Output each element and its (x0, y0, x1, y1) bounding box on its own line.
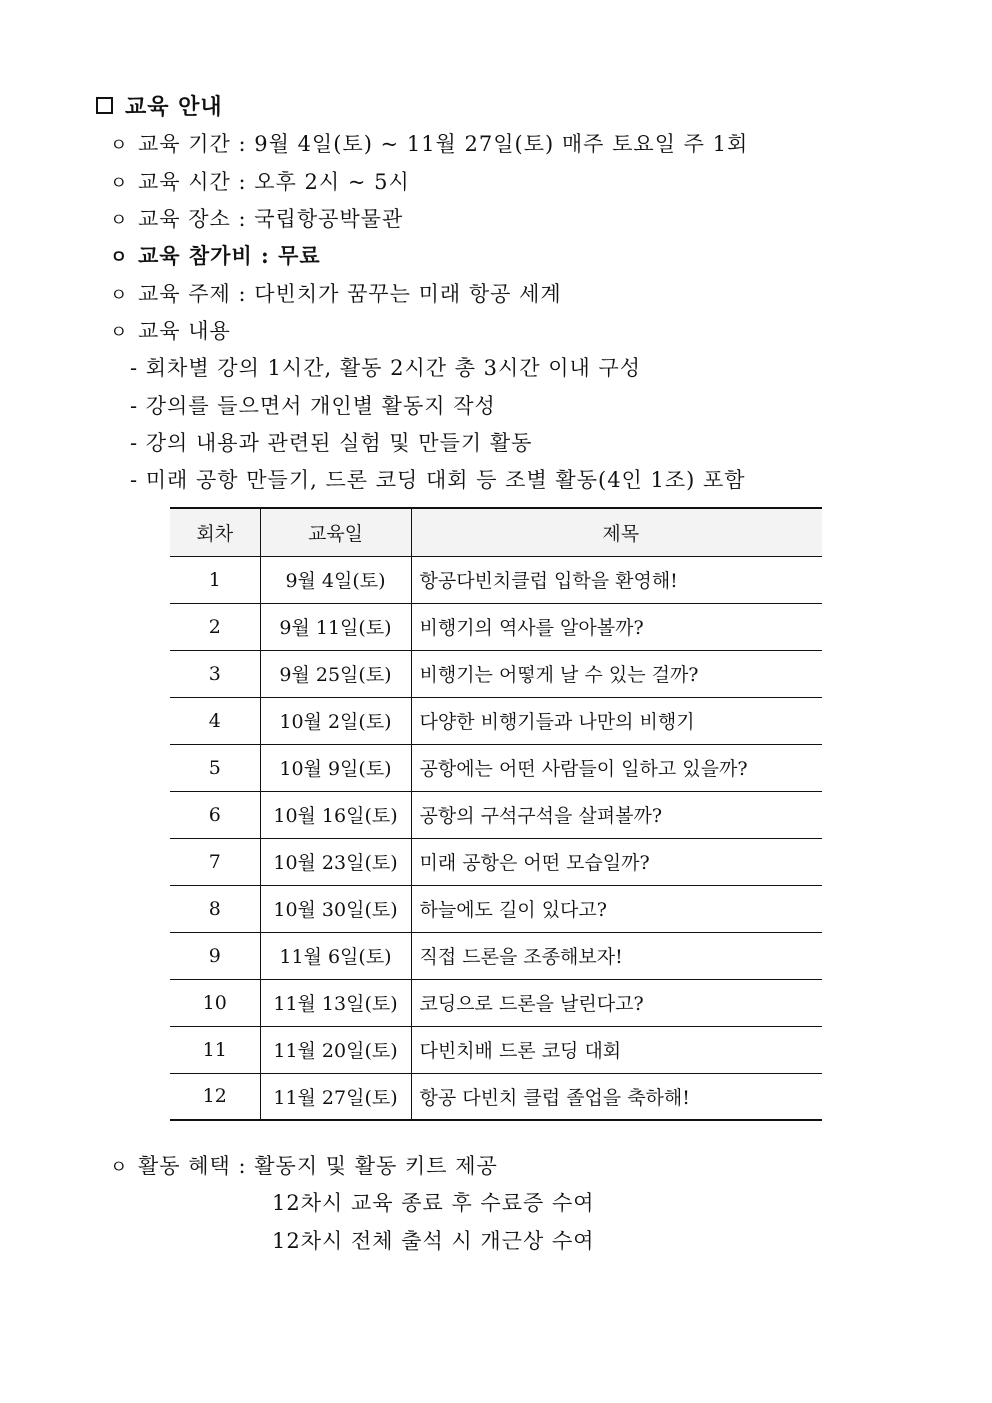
table-row (170, 744, 822, 791)
section-heading (96, 90, 223, 121)
checkbox-icon (96, 97, 113, 114)
content-item: - 회차별 강의 1시간, 활동 2시간 총 3시간 이내 구성 (130, 356, 642, 380)
cell-title: 코딩으로 드론을 날린다고? (411, 979, 822, 1026)
bullet-icon: ㅇ (110, 1157, 129, 1178)
section-title: 교육 안내 (125, 94, 223, 120)
content-item: - 강의를 들으면서 개인별 활동지 작성 (130, 394, 496, 418)
table-row (170, 885, 822, 932)
bullet-icon: ㅇ (110, 135, 129, 156)
bullet-icon: ㅇ (110, 173, 129, 194)
cell-session: 8 (170, 885, 260, 932)
table-row (170, 556, 822, 603)
cell-title: 비행기는 어떻게 날 수 있는 걸까? (411, 650, 822, 697)
cell-session: 9 (170, 932, 260, 979)
header-session: 회차 (170, 508, 260, 556)
table-row (170, 791, 822, 838)
bullet-icon: ㅇ (110, 210, 129, 231)
cell-date: 9월 25일(토) (260, 650, 411, 697)
cell-title: 공항에는 어떤 사람들이 일하고 있을까? (411, 744, 822, 791)
cell-date: 10월 9일(토) (260, 744, 411, 791)
table-row (170, 932, 822, 979)
info-place: ㅇ 교육 장소 : 국립항공박물관 (110, 207, 404, 231)
table-row (170, 697, 822, 744)
content-item: - 미래 공항 만들기, 드론 코딩 대회 등 조별 활동(4인 1조) 포함 (130, 468, 746, 492)
table-row (170, 979, 822, 1026)
cell-date: 11월 20일(토) (260, 1026, 411, 1073)
cell-title: 직접 드론을 조종해보자! (411, 932, 822, 979)
cell-date: 11월 13일(토) (260, 979, 411, 1026)
cell-title: 미래 공항은 어떤 모습일까? (411, 838, 822, 885)
cell-date: 11월 27일(토) (260, 1073, 411, 1120)
benefit-line: 12차시 교육 종료 후 수료증 수여 (272, 1191, 595, 1215)
bullet-icon: ㅇ (110, 322, 129, 343)
cell-session: 4 (170, 697, 260, 744)
cell-title: 항공 다빈치 클럽 졸업을 축하해! (411, 1073, 822, 1120)
cell-session: 5 (170, 744, 260, 791)
cell-title: 항공다빈치클럽 입학을 환영해! (411, 556, 822, 603)
info-content: ㅇ 교육 내용 (110, 319, 231, 343)
info-theme: ㅇ 교육 주제 : 다빈치가 꿈꾸는 미래 항공 세계 (110, 282, 562, 306)
cell-session: 7 (170, 838, 260, 885)
cell-title: 공항의 구석구석을 살펴볼까? (411, 791, 822, 838)
cell-date: 10월 16일(토) (260, 791, 411, 838)
cell-session: 2 (170, 603, 260, 650)
info-benefits: ㅇ 활동 혜택 : 활동지 및 활동 키트 제공 (110, 1154, 498, 1178)
cell-session: 6 (170, 791, 260, 838)
cell-session: 11 (170, 1026, 260, 1073)
cell-date: 9월 4일(토) (260, 556, 411, 603)
bullet-icon: ㅇ (110, 285, 129, 306)
cell-title: 하늘에도 길이 있다고? (411, 885, 822, 932)
benefit-line: 12차시 전체 출석 시 개근상 수여 (272, 1229, 595, 1253)
table-row (170, 650, 822, 697)
bullet-icon: ㅇ (110, 247, 129, 268)
cell-session: 12 (170, 1073, 260, 1120)
cell-date: 10월 23일(토) (260, 838, 411, 885)
cell-title: 다빈치배 드론 코딩 대회 (411, 1026, 822, 1073)
cell-title: 비행기의 역사를 알아볼까? (411, 603, 822, 650)
cell-date: 11월 6일(토) (260, 932, 411, 979)
info-fee: ㅇ 교육 참가비 : 무료 (110, 243, 321, 268)
cell-date: 10월 30일(토) (260, 885, 411, 932)
cell-session: 1 (170, 556, 260, 603)
header-date: 교육일 (260, 508, 411, 556)
table-header-row (170, 508, 822, 556)
cell-session: 3 (170, 650, 260, 697)
cell-date: 9월 11일(토) (260, 603, 411, 650)
table-row (170, 603, 822, 650)
info-period: ㅇ 교육 기간 : 9월 4일(토) ~ 11월 27일(토) 매주 토요일 주 1회 (110, 132, 749, 156)
cell-date: 10월 2일(토) (260, 697, 411, 744)
cell-session: 10 (170, 979, 260, 1026)
header-title: 제목 (411, 508, 822, 556)
info-time: ㅇ 교육 시간 : 오후 2시 ~ 5시 (110, 170, 410, 194)
table-row (170, 838, 822, 885)
content-item: - 강의 내용과 관련된 실험 및 만들기 활동 (130, 431, 533, 455)
schedule-table (170, 507, 822, 1121)
table-row (170, 1073, 822, 1120)
cell-title: 다양한 비행기들과 나만의 비행기 (411, 697, 822, 744)
table-row (170, 1026, 822, 1073)
